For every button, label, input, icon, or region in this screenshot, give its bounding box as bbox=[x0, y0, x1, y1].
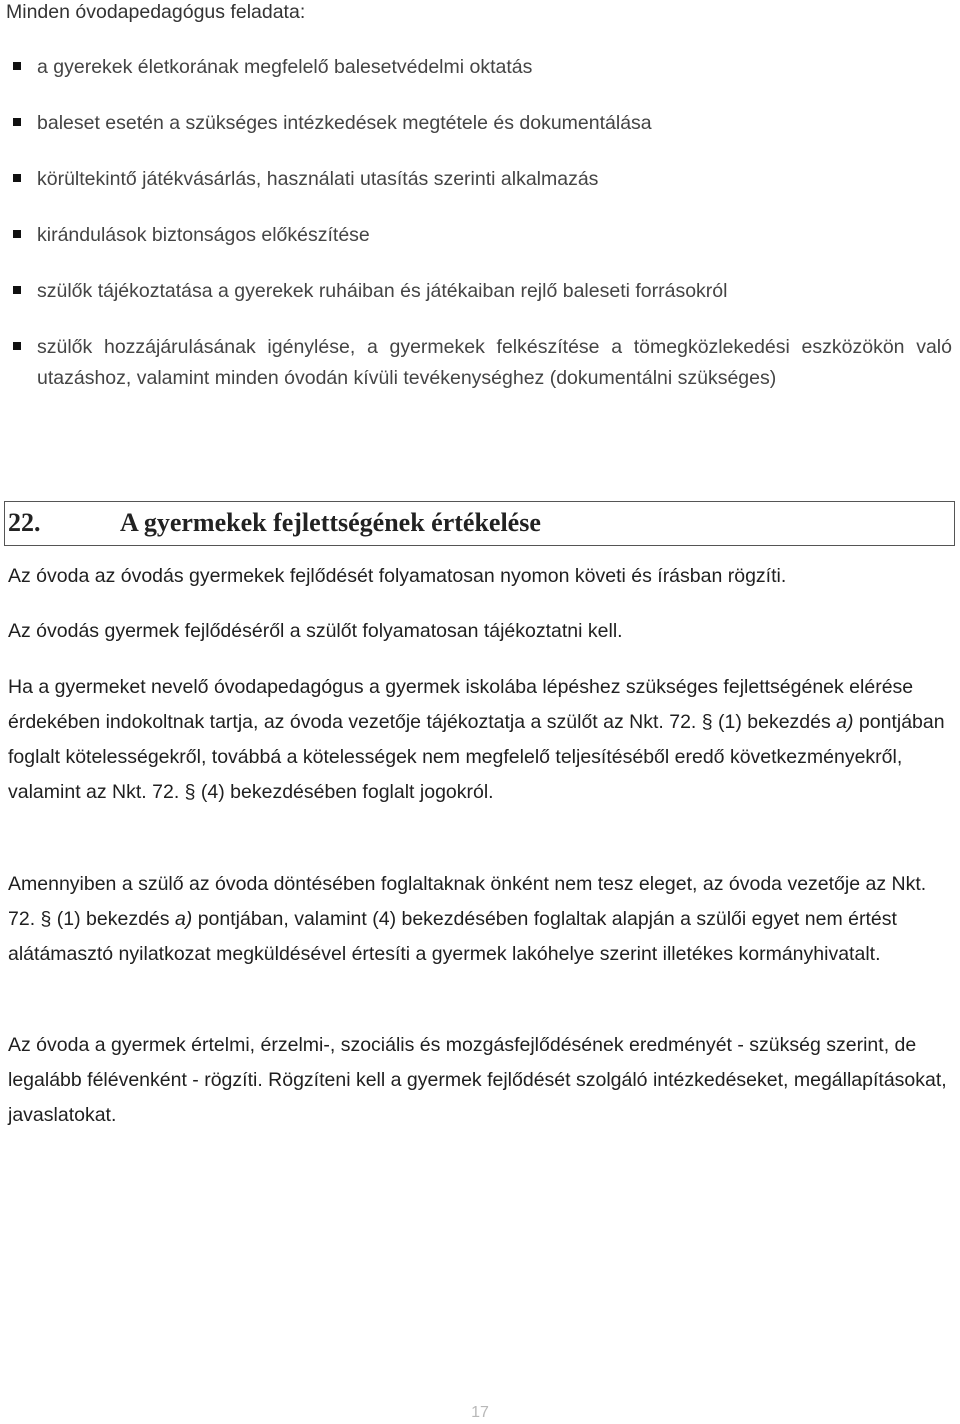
paragraph: Az óvoda az óvodás gyermekek fejlődését folyamatosan nyomon követi és írásban rögzíti. bbox=[8, 565, 787, 587]
paragraph: Az óvodás gyermek fejlődéséről a szülőt folyamatosan tájékoztatni kell. bbox=[8, 620, 623, 642]
paragraph: Ha a gyermeket nevelő óvodapedagógus a gyermek iskolába lépéshez szükséges fejlettségének elérése érdekében indokoltnak tartja, az óvoda vezetője tájékoztatja a szülőt az Nkt. 72. § (1) bekezdés a) pontjában foglalt kötelességekről, továbbá a kötelességek nem megfelelő teljesítéséből eredő következményekről, valamint az Nkt. 72. § (4) bekezdésében foglalt jogokról. bbox=[8, 676, 945, 803]
paragraph: Amennyiben a szülő az óvoda döntésében foglaltaknak önként nem tesz eleget, az óvoda vezetője az Nkt. 72. § (1) bekezdés a) pontjában, valamint (4) bekezdésében foglaltak alapján a szülői egyet nem értést alátámasztó nyilatkozat megküldésével értesíti a gyermek lakóhelye szerint illetékes kormányhivatalt. bbox=[8, 873, 927, 965]
page-number: 17 bbox=[471, 1404, 489, 1421]
square-bullet-icon bbox=[13, 62, 21, 70]
section-number: 22. bbox=[8, 508, 41, 537]
intro-text: Minden óvodapedagógus feladata: bbox=[6, 1, 306, 23]
square-bullet-icon bbox=[13, 342, 21, 350]
section-title: A gyermekek fejlettségének értékelése bbox=[120, 508, 541, 537]
paragraph: Az óvoda a gyermek értelmi, érzelmi-, szociális és mozgásfejlődésének eredményét - szükség szerint, de legalább félévenként - rögzíti. Rögzíteni kell a gyermek fejlődését szolgáló intézkedéseket, megállapításokat, javaslatokat. bbox=[8, 1034, 947, 1126]
document-page: Minden óvodapedagógus feladata: a gyerekek életkorának megfelelő balesetvédelmi oktatás baleset esetén a szükséges intézkedések megtétele és dokumentálása körültekintő játékvásárlás, használati utasítás szerinti alkalmazás kirándulások biztonságos előkészítése szülők tájékoztatása a gyerekek ruháiban és játékaiban rejlő baleseti forrásokról szülők hozzájárulásának igénylése, a gyermekek felkészítése a tömegközlekedési eszközökön való utazáshoz, valamint minden óvodán kívüli tevékenységhez (dokumentálni szükséges) 22. A gyermekek fejlettségének értékelése Az óvoda az óvodás gyermekek fejlődését folyamatosan nyomon követi és írásban rögzíti. Az óvodás gyermek fejlődéséről a szülőt folyamatosan tájékoztatni kell. Ha a gyermeket nevelő óvodapedagógus a gyermek iskolába lépéshez szükséges fejlettségének elérése érdekében indokoltnak tartja, az óvoda vezetője tájékoztatja a szülőt az Nkt. 72. § (1) bekezdés a) pontjában foglalt kötelességekről, továbbá a kötelességek nem megfelelő teljesítéséből eredő következményekről, valamint az Nkt. 72. § (4) bekezdésében foglalt jogokról. Amennyiben a szülő az óvoda döntésében foglaltaknak önként nem tesz eleget, az óvoda vezetője az Nkt. 72. § (1) bekezdés a) pontjában, valamint (4) bekezdésében foglaltak alapján a szülői egyet nem értést alátámasztó nyilatkozat megküldésével értesíti a gyermek lakóhelye szerint illetékes kormányhivatalt. Az óvoda a gyermek értelmi, érzelmi-, szociális és mozgásfejlődésének eredményét - szükség szerint, de legalább félévenként - rögzíti. Rögzíteni kell a gyermek fejlődését szolgáló intézkedéseket, megállapításokat, javaslatokat. 17 bbox=[0, 0, 960, 1424]
section-heading bbox=[4, 501, 955, 546]
square-bullet-icon bbox=[13, 174, 21, 182]
square-bullet-icon bbox=[13, 118, 21, 126]
square-bullet-icon bbox=[13, 230, 21, 238]
square-bullet-icon bbox=[13, 286, 21, 294]
